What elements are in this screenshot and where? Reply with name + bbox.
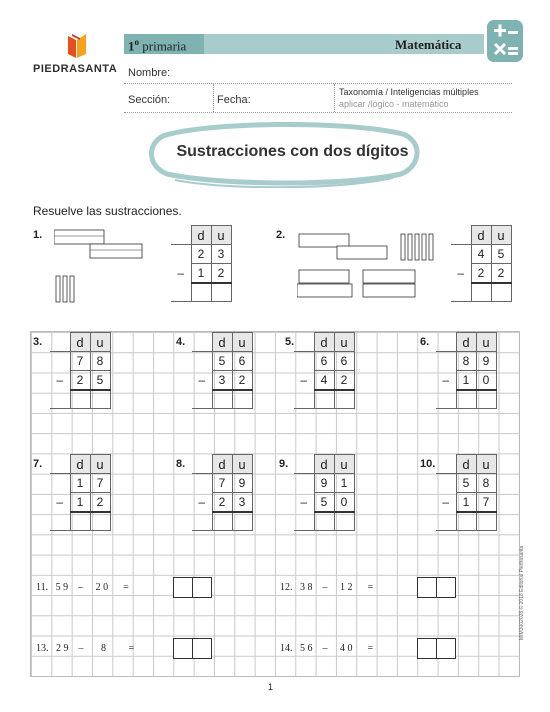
digit: 3 xyxy=(211,245,231,264)
answer-cell[interactable] xyxy=(191,283,211,302)
section-label: Sección: xyxy=(128,94,171,106)
answer-box[interactable] xyxy=(173,577,193,598)
problem-number: 2. xyxy=(276,229,286,241)
subtraction-table: d u 1 7 – 1 2 xyxy=(50,454,111,531)
answer-cell[interactable] xyxy=(212,390,232,409)
digit: 2 xyxy=(471,264,491,283)
answer-box[interactable] xyxy=(417,638,437,659)
date-label: Fecha: xyxy=(217,94,251,106)
answer-cell[interactable] xyxy=(211,283,231,302)
subtraction-table: d u 4 5 – 2 2 xyxy=(451,225,512,302)
divider xyxy=(213,84,214,112)
page-title: Sustracciones con dos dígitos xyxy=(176,143,409,160)
equation-row: 13. 2 9 – 8 = xyxy=(36,643,135,654)
digit: 2 xyxy=(491,264,511,283)
answer-cell[interactable] xyxy=(70,512,90,531)
answer-box[interactable] xyxy=(417,577,437,598)
instruction-text: Resuelve las sustracciones. xyxy=(33,204,182,218)
answer-cell[interactable] xyxy=(90,512,110,531)
subtraction-table: d u 7 8 – 2 5 xyxy=(50,332,111,409)
answer-cell[interactable] xyxy=(491,283,511,302)
problem-number: 7. xyxy=(33,458,43,470)
section-line xyxy=(124,112,512,113)
digit: 2 xyxy=(191,245,211,264)
answer-cell[interactable] xyxy=(90,390,110,409)
page-number: 1 xyxy=(268,682,274,692)
grade-label: 1$^o$ primaria xyxy=(128,37,187,54)
subtraction-table: d u 5 8 – 1 7 xyxy=(436,454,497,531)
subtraction-table: d u 5 6 – 3 2 xyxy=(192,332,253,409)
problem-number: 10. xyxy=(420,458,436,470)
problem-number: 5. xyxy=(285,336,295,348)
answer-cell[interactable] xyxy=(314,390,334,409)
math-operations-icon xyxy=(487,20,523,62)
problem-number: 4. xyxy=(176,336,186,348)
minus-sign: – xyxy=(171,264,191,283)
digit: 5 xyxy=(491,245,511,264)
answer-cell[interactable] xyxy=(314,512,334,531)
minus-sign: – xyxy=(451,264,471,283)
pencils-illustration xyxy=(54,224,154,314)
name-line xyxy=(124,83,512,84)
subtraction-table: d u 7 9 – 2 3 xyxy=(192,454,253,531)
equation-row: 14. 5 6 – 4 0 = xyxy=(280,643,374,654)
subtraction-table: d u 6 6 – 4 2 xyxy=(294,332,355,409)
answer-cell[interactable] xyxy=(476,390,496,409)
answer-cell[interactable] xyxy=(476,512,496,531)
name-label: Nombre: xyxy=(128,67,171,79)
subject-label: Matemática xyxy=(395,37,462,52)
answer-cell[interactable] xyxy=(456,390,476,409)
equation-row: 12. 3 8 – 1 2 = xyxy=(280,582,374,593)
answer-cell[interactable] xyxy=(212,512,232,531)
taxonomy-label: Taxonomía / Inteligencias múltiples xyxy=(339,87,479,97)
answer-cell[interactable] xyxy=(471,283,491,302)
digit: 4 xyxy=(471,245,491,264)
subtraction-table: d u 2 3 – 1 2 xyxy=(171,225,232,302)
copyright-text: MIM3002028 © 2018 Editorial Piedrasanta xyxy=(519,545,525,640)
answer-box[interactable] xyxy=(192,577,212,598)
divider xyxy=(334,84,335,112)
answer-box[interactable] xyxy=(436,638,456,659)
answer-cell[interactable] xyxy=(232,512,252,531)
taxonomy-value: aplicar /lógico - matemático xyxy=(339,99,449,109)
answer-box[interactable] xyxy=(192,638,212,659)
equation-row: 11. 5 9 – 2 0 = xyxy=(36,582,129,593)
answer-cell[interactable] xyxy=(334,512,354,531)
logo-icon xyxy=(66,32,88,58)
answer-box[interactable] xyxy=(173,638,193,659)
problem-number: 6. xyxy=(420,336,430,348)
answer-cell[interactable] xyxy=(334,390,354,409)
answer-box[interactable] xyxy=(436,577,456,598)
digit: 1 xyxy=(191,264,211,283)
answer-cell[interactable] xyxy=(456,512,476,531)
problem-number: 8. xyxy=(176,458,186,470)
digit: 2 xyxy=(211,264,231,283)
problem-number: 9. xyxy=(279,458,289,470)
logo-text: PIEDRASANTA xyxy=(33,63,118,75)
answer-cell[interactable] xyxy=(70,390,90,409)
problem-number: 1. xyxy=(33,229,43,241)
pencils-illustration xyxy=(297,224,445,304)
problem-number: 3. xyxy=(33,336,43,348)
subtraction-table: d u 9 1 – 5 0 xyxy=(294,454,355,531)
subtraction-table: d u 8 9 – 1 0 xyxy=(436,332,497,409)
answer-cell[interactable] xyxy=(232,390,252,409)
